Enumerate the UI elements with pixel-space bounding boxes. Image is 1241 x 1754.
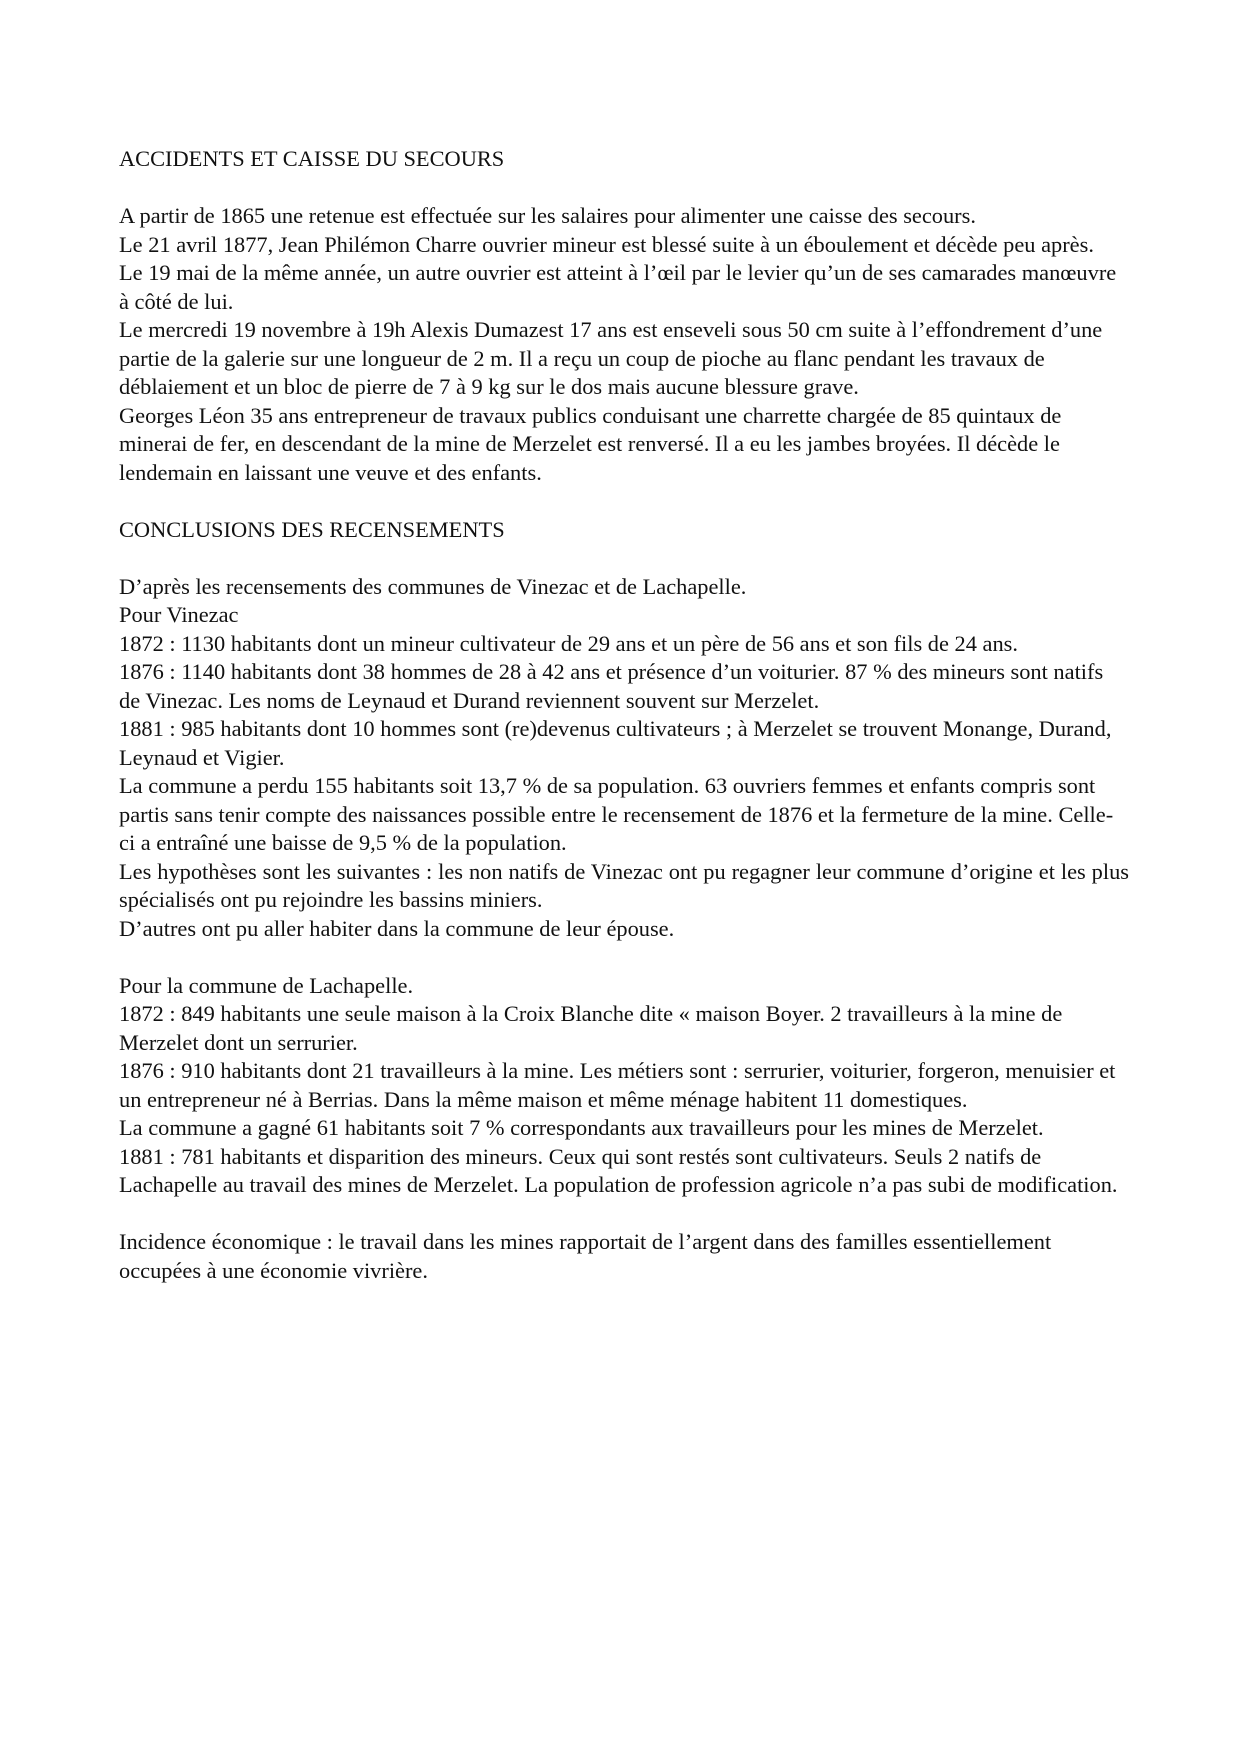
paragraph-incidence-economique: Incidence économique : le travail dans les mines rapportait de l’argent dans des familles essentiellement occupées à une économie vivrière. (119, 1229, 1052, 1283)
spacer (119, 1200, 1129, 1229)
paragraph-accident-dumazest: Le mercredi 19 novembre à 19h Alexis Dumazest 17 ans est enseveli sous 50 cm suite à l’effondrement d’une partie de la galerie sur une longueur de 2 m. Il a reçu un coup de pioche au flanc pendant les travaux de déblaiement et un bloc de pierre de 7 à 9 kg sur le dos mais aucune blessure grave. (119, 317, 1103, 399)
lachapelle-line-1876: 1876 : 910 habitants dont 21 travailleurs à la mine. Les métiers sont : serrurier, voiturier, forgeron, menuisier et un entrepreneur né à Berrias. Dans la même maison et même ménage habitent 11 domestiques. (119, 1058, 1116, 1112)
vinezac-line-1881: 1881 : 985 habitants dont 10 hommes sont (re)devenus cultivateurs ; à Merzelet se trouvent Monange, Durand, Leynaud et Vigier. (119, 716, 1112, 770)
vinezac-line-epouse: D’autres ont pu aller habiter dans la commune de leur épouse. (119, 915, 675, 941)
vinezac-line-hypotheses: Les hypothèses sont les suivantes : les non natifs de Vinezac ont pu regagner leur commune d’origine et les plus spécialisés ont pu rejoindre les bassins miniers. (119, 858, 1129, 912)
section-heading-recensements: CONCLUSIONS DES RECENSEMENTS (119, 516, 505, 542)
subheading-vinezac: Pour Vinezac (119, 602, 239, 627)
vinezac-line-1876: 1876 : 1140 habitants dont 38 hommes de 28 à 42 ans et présence d’un voiturier. 87 % des mineurs sont natifs de Vinezac. Les noms de Leynaud et Durand reviennent souvent sur Merzelet. (119, 659, 1104, 713)
spacer (119, 487, 1129, 516)
paragraph-accident-leon: Georges Léon 35 ans entrepreneur de travaux publics conduisant une charrette chargée de 85 quintaux de minerai de fer, en descendant de la mine de Merzelet est renversé. Il a eu les jambes broyées. Il décède le lendemain en laissant une veuve et des enfants. (119, 402, 1062, 485)
vinezac-line-perte: La commune a perdu 155 habitants soit 13,7 % de sa population. 63 ouvriers femmes et enfants compris sont partis sans tenir compte des naissances possible entre le recensement de 1876 et la fermeture de la mine. Celle-ci a entraîné une baisse de 9,5 % de la population. (119, 773, 1114, 855)
spacer (119, 174, 1129, 203)
lachapelle-line-1872: 1872 : 849 habitants une seule maison à la Croix Blanche dite « maison Boyer. 2 travailleurs à la mine de Merzelet dont un serrurier. (119, 1001, 1063, 1055)
section-heading-accidents: ACCIDENTS ET CAISSE DU SECOURS (119, 146, 505, 171)
subheading-lachapelle: Pour la commune de Lachapelle. (119, 972, 414, 998)
paragraph-accident-charre: Le 21 avril 1877, Jean Philémon Charre ouvrier mineur est blessé suite à un éboulement et décède peu après. (119, 231, 1094, 257)
paragraph-recensements-intro: D’après les recensements des communes de Vinezac et de Lachapelle. (119, 573, 747, 599)
spacer (119, 943, 1129, 972)
spacer (119, 544, 1129, 573)
paragraph-caisse-secours: A partir de 1865 une retenue est effectuée sur les salaires pour alimenter une caisse des secours. (119, 203, 976, 228)
vinezac-line-1872: 1872 : 1130 habitants dont un mineur cultivateur de 29 ans et un père de 56 ans et son fils de 24 ans. (119, 630, 1018, 656)
document-body (119, 145, 1129, 1285)
lachapelle-line-gain: La commune a gagné 61 habitants soit 7 % correspondants aux travailleurs pour les mines de Merzelet. (119, 1115, 1044, 1140)
lachapelle-line-1881: 1881 : 781 habitants et disparition des mineurs. Ceux qui sont restés sont cultivateurs. Seuls 2 natifs de Lachapelle au travail des mines de Merzelet. La population de profession agricole n’a pas subi de modification. (119, 1143, 1118, 1197)
paragraph-accident-oeil: Le 19 mai de la même année, un autre ouvrier est atteint à l’œil par le levier qu’un de ses camarades manœuvre à côté de lui. (119, 260, 1117, 314)
